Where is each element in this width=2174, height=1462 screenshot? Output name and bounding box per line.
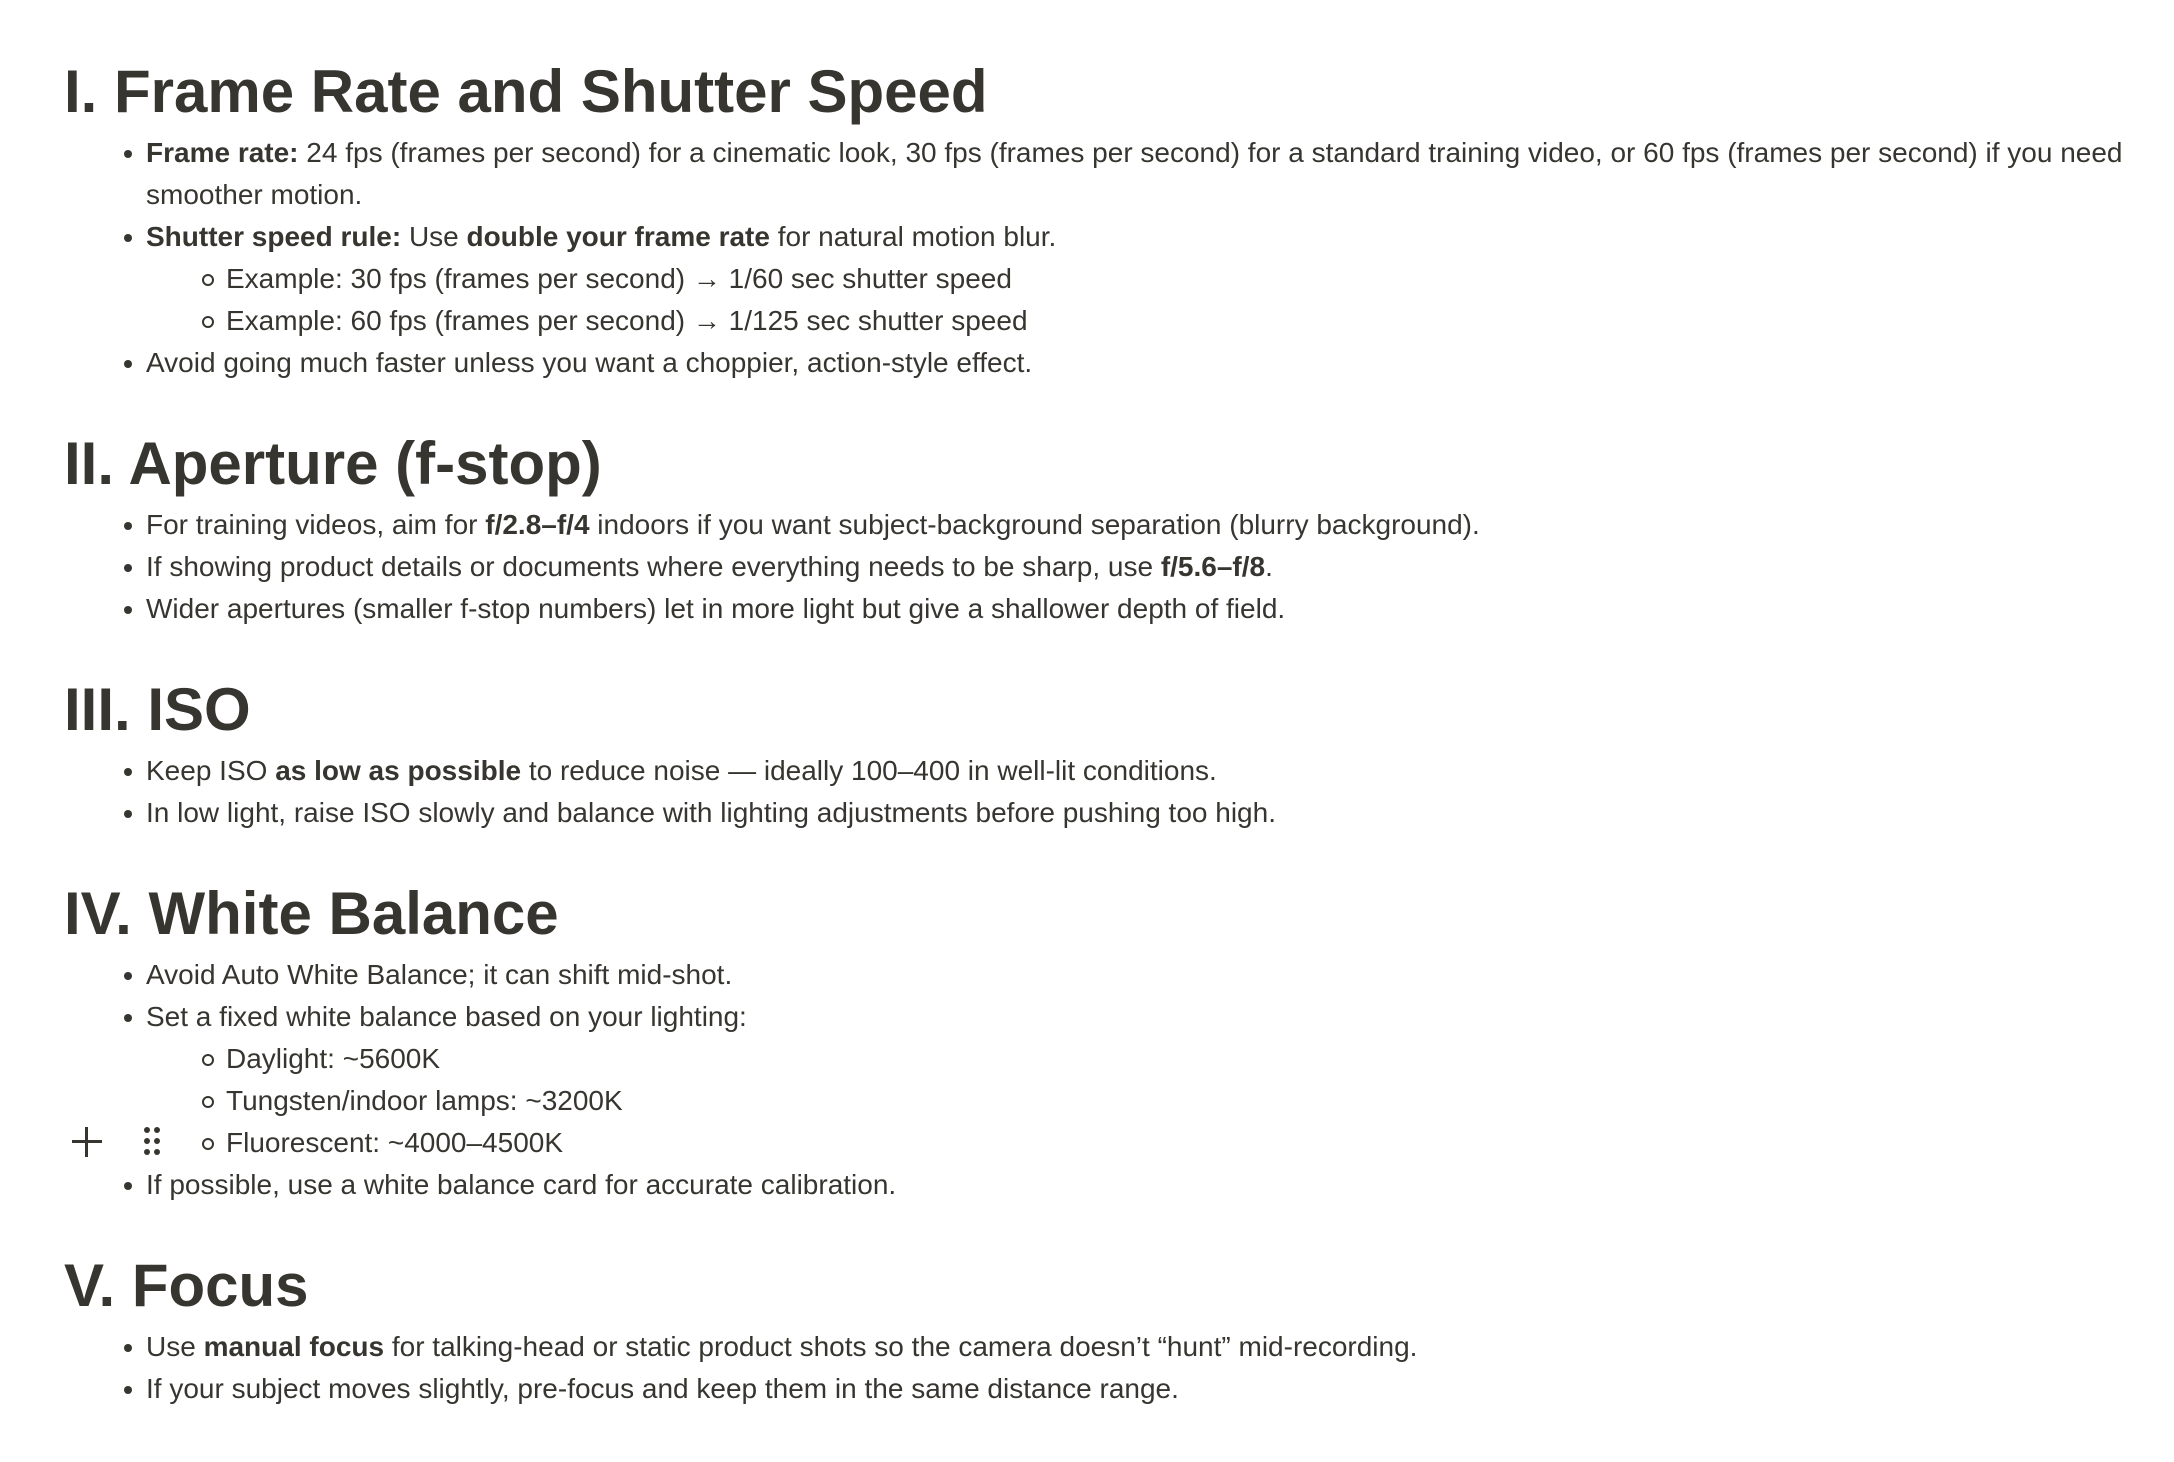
bullet-list [64, 1326, 1417, 1410]
nested-list-item[interactable]: Example: 30 fps (frames per second) → 1/60 sec shutter speed [226, 258, 2174, 300]
list-item[interactable]: Avoid Auto White Balance; it can shift mid-shot. [146, 954, 896, 996]
section-aperture [64, 428, 1480, 630]
list-item[interactable] [146, 996, 896, 1164]
bullet-list [64, 954, 896, 1206]
list-item[interactable] [146, 750, 1276, 792]
plus-icon[interactable] [72, 1127, 102, 1157]
item-text: indoors if you want subject-background separation (blurry background). [589, 509, 1480, 540]
bold-label: Shutter speed rule: [146, 221, 402, 252]
item-text: for natural motion blur. [769, 221, 1057, 252]
bold-text: f/5.6–f/8 [1160, 551, 1266, 582]
item-text: For training videos, aim for [146, 509, 486, 540]
section-frame-rate [64, 56, 2174, 384]
list-item[interactable]: If possible, use a white balance card for accurate calibration. [146, 1164, 896, 1206]
bold-text: manual focus [203, 1331, 385, 1362]
item-text: 24 fps (frames per second) for a cinematic look, 30 fps (frames per second) for a standard training video, or 60 fps (frames per second) if you need smoother motion. [146, 137, 2123, 210]
bold-label: Frame rate: [146, 137, 299, 168]
item-text: for talking-head or static product shots so the camera doesn’t “hunt” mid-recording. [384, 1331, 1418, 1362]
heading-aperture[interactable]: II. Aperture (f-stop) [64, 430, 602, 497]
bullet-list [64, 750, 1276, 834]
nested-list-item[interactable]: Example: 60 fps (frames per second) → 1/125 sec shutter speed [226, 300, 2174, 342]
list-item[interactable] [146, 504, 1480, 546]
list-item[interactable] [146, 1326, 1417, 1368]
item-text: Use [401, 221, 467, 252]
list-item[interactable] [146, 546, 1480, 588]
bold-text: double your frame rate [466, 221, 770, 252]
list-item[interactable]: In low light, raise ISO slowly and balance with lighting adjustments before pushing too high. [146, 792, 1276, 834]
list-item[interactable]: Wider apertures (smaller f-stop numbers) let in more light but give a shallower depth of field. [146, 588, 1480, 630]
heading-iso[interactable]: III. ISO [64, 676, 251, 743]
list-item[interactable]: Avoid going much faster unless you want a choppier, action-style effect. [146, 342, 2174, 384]
nested-list [146, 1038, 896, 1164]
item-text: Keep ISO [146, 755, 276, 786]
nested-list-item[interactable]: Daylight: ~5600K [226, 1038, 896, 1080]
section-iso [64, 674, 1276, 834]
bold-text: as low as possible [275, 755, 522, 786]
bullet-list [64, 504, 1480, 630]
heading-focus[interactable]: V. Focus [64, 1252, 309, 1319]
item-text: to reduce noise — ideally 100–400 in well-lit conditions. [521, 755, 1217, 786]
heading-frame-rate[interactable]: I. Frame Rate and Shutter Speed [64, 58, 988, 125]
nested-list [146, 258, 2174, 342]
bold-text: f/2.8–f/4 [485, 509, 590, 540]
nested-list-item[interactable]: Fluorescent: ~4000–4500K [226, 1122, 896, 1164]
item-text: Set a fixed white balance based on your lighting: [146, 1001, 747, 1032]
heading-white-balance[interactable]: IV. White Balance [64, 880, 559, 947]
list-item[interactable] [146, 132, 2174, 216]
drag-handle-icon[interactable] [144, 1127, 164, 1157]
list-item[interactable] [146, 216, 2174, 342]
nested-list-item[interactable]: Tungsten/indoor lamps: ~3200K [226, 1080, 896, 1122]
item-text: Use [146, 1331, 204, 1362]
section-focus [64, 1250, 1417, 1410]
item-text: If showing product details or documents where everything needs to be sharp, use [146, 551, 1161, 582]
item-text: . [1265, 551, 1273, 582]
bullet-list [64, 132, 2174, 384]
list-item[interactable]: If your subject moves slightly, pre-focus and keep them in the same distance range. [146, 1368, 1417, 1410]
section-white-balance [64, 878, 896, 1206]
